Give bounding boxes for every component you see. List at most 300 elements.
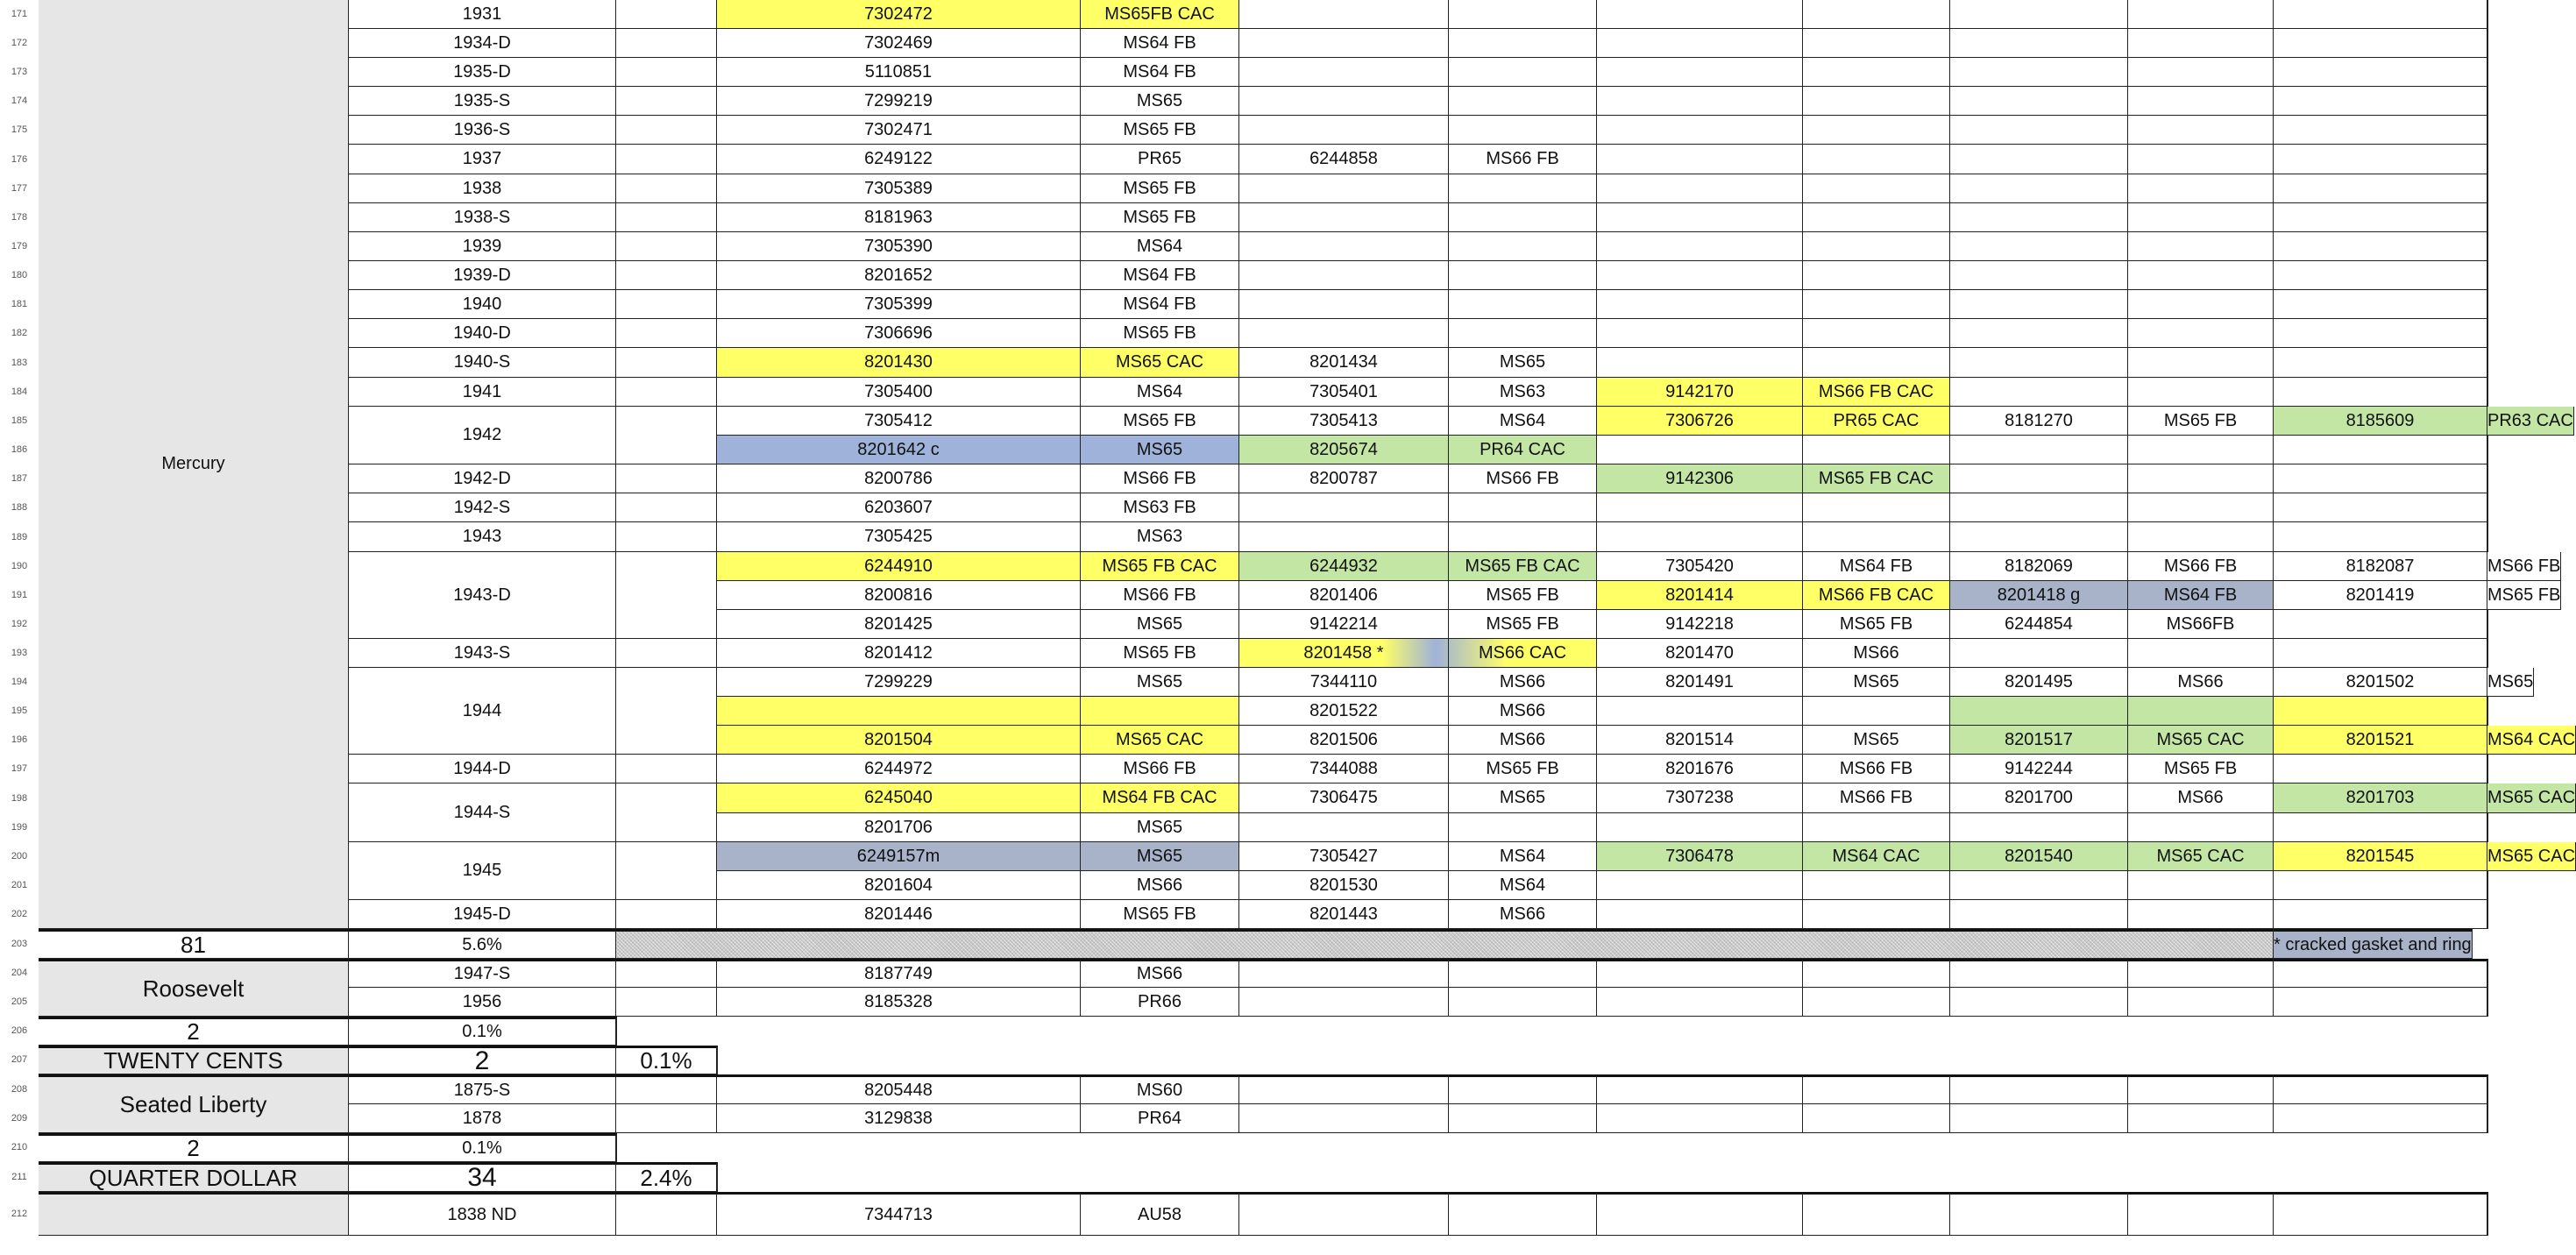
grade-cell[interactable]: MS65 FB [1449, 581, 1597, 610]
empty-cell[interactable] [1803, 436, 1950, 464]
empty-cell[interactable] [1597, 290, 1803, 319]
empty-cell[interactable] [2487, 290, 2488, 319]
grade-cell[interactable]: MS66 FB [2487, 552, 2561, 581]
grade-cell[interactable]: MS65 FB [1081, 174, 1239, 203]
grade-cell[interactable]: MS65 CAC [2487, 842, 2576, 871]
empty-cell[interactable] [1449, 116, 1597, 145]
empty-cell[interactable] [1950, 959, 2128, 988]
cert-number[interactable]: 7305413 [1239, 407, 1449, 436]
grade-cell[interactable]: MS66 FB [1449, 145, 1597, 174]
grade-cell[interactable]: MS65 CAC [1081, 726, 1239, 755]
empty-cell[interactable] [1950, 378, 2128, 407]
empty-cell[interactable] [2274, 900, 2487, 929]
cert-number[interactable]: 8201419 [2274, 581, 2487, 610]
empty-cell[interactable] [2128, 0, 2274, 29]
grade-cell[interactable]: MS64 [1081, 378, 1239, 407]
cert-number[interactable]: 8201470 [1597, 639, 1803, 668]
empty-cell[interactable] [1597, 813, 1803, 842]
empty-cell[interactable] [1803, 145, 1950, 174]
empty-cell[interactable] [1239, 493, 1449, 522]
row-number[interactable]: 183 [11, 358, 28, 368]
row-number[interactable]: 192 [11, 619, 28, 629]
row-number[interactable]: 178 [11, 212, 28, 223]
empty-cell[interactable] [2487, 1104, 2488, 1133]
row-number[interactable]: 191 [11, 590, 28, 600]
row-number[interactable]: 212 [11, 1209, 28, 1219]
series-percent[interactable]: 0.1% [349, 1133, 616, 1162]
empty-cell[interactable] [616, 58, 717, 87]
year-cell[interactable]: 1945-D [349, 900, 616, 929]
row-number[interactable]: 193 [11, 648, 28, 658]
empty-cell[interactable] [1950, 464, 2128, 493]
empty-cell[interactable] [2128, 174, 2274, 203]
cert-number[interactable]: 8200786 [717, 464, 1081, 493]
year-cell[interactable]: 1936-S [349, 116, 616, 145]
empty-cell[interactable] [1597, 203, 1803, 232]
row-number[interactable]: 203 [11, 939, 28, 949]
grade-cell[interactable]: PR65 CAC [1803, 407, 1950, 436]
empty-cell[interactable] [1449, 174, 1597, 203]
row-number[interactable]: 189 [11, 532, 28, 542]
grade-cell[interactable]: MS64 FB CAC [1081, 783, 1239, 813]
empty-cell[interactable] [1597, 261, 1803, 290]
empty-cell[interactable] [616, 493, 717, 522]
cert-number[interactable]: 8201491 [1597, 668, 1803, 697]
empty-cell[interactable] [2274, 1192, 2487, 1236]
empty-cell[interactable] [616, 1104, 717, 1133]
empty-cell[interactable] [1597, 29, 1803, 58]
empty-cell[interactable] [1239, 1104, 1449, 1133]
empty-cell[interactable] [1449, 58, 1597, 87]
empty-cell[interactable] [2128, 1074, 2274, 1104]
cert-number[interactable]: 7305420 [1597, 552, 1803, 581]
empty-cell[interactable] [1950, 290, 2128, 319]
empty-cell[interactable] [1597, 87, 1803, 116]
row-number[interactable]: 185 [11, 415, 28, 426]
empty-cell[interactable] [2128, 493, 2274, 522]
empty-cell[interactable] [1803, 348, 1950, 378]
grade-cell[interactable]: MS65 CAC [1081, 348, 1239, 378]
row-number[interactable]: 201 [11, 880, 28, 890]
empty-cell[interactable] [2487, 988, 2488, 1017]
cert-number[interactable]: 8200787 [1239, 464, 1449, 493]
grade-cell[interactable]: PR64 [1081, 1104, 1239, 1133]
grade-cell[interactable]: MS63 [1449, 378, 1597, 407]
empty-cell[interactable] [2487, 29, 2488, 58]
empty-cell[interactable] [1597, 988, 1803, 1017]
row-number[interactable]: 184 [11, 386, 28, 397]
cert-number[interactable]: 8201458 * [1239, 639, 1449, 668]
empty-cell[interactable] [2487, 959, 2488, 988]
grade-cell[interactable]: MS65 CAC [2487, 783, 2576, 813]
empty-cell[interactable] [1950, 232, 2128, 261]
empty-cell[interactable] [1239, 29, 1449, 58]
cert-number[interactable]: 8201414 [1597, 581, 1803, 610]
cert-number[interactable]: 7306478 [1597, 842, 1803, 871]
empty-cell[interactable] [1597, 522, 1803, 552]
empty-cell[interactable] [2274, 1074, 2487, 1104]
empty-cell[interactable] [1803, 988, 1950, 1017]
denomination-count[interactable]: 2 [349, 1046, 616, 1074]
grade-cell[interactable]: MS65 FB [1081, 407, 1239, 436]
empty-cell[interactable] [2128, 58, 2274, 87]
empty-cell[interactable] [2274, 610, 2487, 639]
year-cell[interactable]: 1942-D [349, 464, 616, 493]
empty-cell[interactable] [1803, 1104, 1950, 1133]
cert-number[interactable]: 6203607 [717, 493, 1081, 522]
empty-cell[interactable] [1449, 0, 1597, 29]
empty-cell[interactable] [1803, 87, 1950, 116]
year-cell[interactable]: 1941 [349, 378, 616, 407]
empty-cell[interactable] [1239, 261, 1449, 290]
empty-cell[interactable] [1081, 697, 1239, 726]
empty-cell[interactable] [616, 145, 717, 174]
empty-cell[interactable] [1239, 522, 1449, 552]
empty-cell[interactable] [1449, 988, 1597, 1017]
grade-cell[interactable]: MS66 [1081, 959, 1239, 988]
grade-cell[interactable]: PR64 CAC [1449, 436, 1597, 464]
cert-number[interactable]: 8205448 [717, 1074, 1081, 1104]
grade-cell[interactable]: MS65 FB CAC [1803, 464, 1950, 493]
grade-cell[interactable]: MS64 CAC [1803, 842, 1950, 871]
cert-number[interactable]: 8201706 [717, 813, 1081, 842]
empty-cell[interactable] [2274, 290, 2487, 319]
empty-cell[interactable] [1597, 436, 1803, 464]
grade-cell[interactable]: MS66 CAC [1449, 639, 1597, 668]
empty-cell[interactable] [616, 464, 717, 493]
cert-number[interactable]: 9142218 [1597, 610, 1803, 639]
empty-cell[interactable] [1449, 1074, 1597, 1104]
empty-cell[interactable] [2128, 1104, 2274, 1133]
row-number[interactable]: 196 [11, 734, 28, 745]
year-cell[interactable]: 1934-D [349, 29, 616, 58]
empty-cell[interactable] [616, 522, 717, 552]
cert-number[interactable]: 8201406 [1239, 581, 1449, 610]
cert-number[interactable]: 8201545 [2274, 842, 2487, 871]
year-cell[interactable]: 1940 [349, 290, 616, 319]
grade-cell[interactable]: MS65 FB [1449, 610, 1597, 639]
cert-number[interactable]: 7344110 [1239, 668, 1449, 697]
empty-cell[interactable] [2487, 493, 2488, 522]
empty-cell[interactable] [2128, 813, 2274, 842]
year-cell[interactable]: 1942-S [349, 493, 616, 522]
empty-cell[interactable] [2274, 232, 2487, 261]
empty-cell[interactable] [2274, 0, 2487, 29]
empty-cell[interactable] [1950, 261, 2128, 290]
empty-cell[interactable] [2128, 145, 2274, 174]
empty-cell[interactable] [1239, 203, 1449, 232]
empty-cell[interactable] [1239, 1192, 1449, 1236]
cert-number[interactable]: 8201434 [1239, 348, 1449, 378]
empty-cell[interactable] [1950, 174, 2128, 203]
row-number[interactable]: 199 [11, 822, 28, 833]
cert-number[interactable]: 7305401 [1239, 378, 1449, 407]
cert-number[interactable]: 8201604 [717, 871, 1081, 900]
empty-cell[interactable] [2487, 378, 2488, 407]
empty-cell[interactable] [616, 900, 717, 929]
cert-number[interactable]: 6244972 [717, 755, 1081, 783]
cert-number[interactable]: 8185328 [717, 988, 1081, 1017]
empty-cell[interactable] [1239, 290, 1449, 319]
cert-number[interactable]: 7305412 [717, 407, 1081, 436]
cert-number[interactable]: 8201418 g [1950, 581, 2128, 610]
row-number[interactable]: 202 [11, 909, 28, 919]
denomination-label[interactable]: QUARTER DOLLAR [39, 1162, 349, 1192]
empty-cell[interactable] [39, 1192, 349, 1236]
empty-cell[interactable] [616, 959, 717, 988]
grade-cell[interactable]: MS65 FB [1803, 610, 1950, 639]
empty-cell[interactable] [1803, 174, 1950, 203]
series-count[interactable]: 2 [39, 1133, 349, 1162]
grade-cell[interactable]: MS65 FB [1081, 319, 1239, 348]
empty-cell[interactable] [1239, 1074, 1449, 1104]
grade-cell[interactable]: MS65 [1449, 783, 1597, 813]
empty-cell[interactable] [2487, 319, 2488, 348]
grade-cell[interactable]: MS65 CAC [2128, 726, 2274, 755]
grade-cell[interactable]: MS63 FB [1081, 493, 1239, 522]
empty-cell[interactable] [1597, 319, 1803, 348]
empty-cell[interactable] [2487, 697, 2488, 726]
grade-cell[interactable]: MS64 FB [1081, 58, 1239, 87]
cert-number[interactable]: 8201521 [2274, 726, 2487, 755]
year-cell[interactable]: 1944-D [349, 755, 616, 783]
grade-cell[interactable]: MS64 [1449, 871, 1597, 900]
empty-cell[interactable] [1950, 871, 2128, 900]
empty-cell[interactable] [2274, 697, 2487, 726]
grade-cell[interactable]: MS64 FB [1803, 552, 1950, 581]
empty-cell[interactable] [2274, 261, 2487, 290]
grade-cell[interactable]: MS65 CAC [2128, 842, 2274, 871]
grade-cell[interactable]: MS63 [1081, 522, 1239, 552]
empty-cell[interactable] [1449, 261, 1597, 290]
series-percent[interactable]: 0.1% [349, 1017, 616, 1046]
cert-number[interactable]: 7302469 [717, 29, 1081, 58]
empty-cell[interactable] [2487, 871, 2488, 900]
row-number[interactable]: 190 [11, 561, 28, 571]
row-number[interactable]: 198 [11, 793, 28, 804]
empty-cell[interactable] [2128, 319, 2274, 348]
row-number[interactable]: 195 [11, 705, 28, 716]
empty-cell[interactable] [1803, 871, 1950, 900]
empty-cell[interactable] [1803, 522, 1950, 552]
empty-cell[interactable] [2487, 0, 2488, 29]
cert-number[interactable]: 9142170 [1597, 378, 1803, 407]
year-cell[interactable]: 1875-S [349, 1074, 616, 1104]
empty-cell[interactable] [2274, 116, 2487, 145]
empty-cell[interactable] [1803, 900, 1950, 929]
empty-cell[interactable] [616, 348, 717, 378]
cert-number[interactable]: 7299229 [717, 668, 1081, 697]
empty-cell[interactable] [1803, 232, 1950, 261]
empty-cell[interactable] [717, 697, 1081, 726]
empty-cell[interactable] [1239, 174, 1449, 203]
empty-cell[interactable] [1950, 145, 2128, 174]
empty-cell[interactable] [616, 203, 717, 232]
cert-number[interactable]: 6245040 [717, 783, 1081, 813]
empty-cell[interactable] [1950, 813, 2128, 842]
empty-cell[interactable] [1597, 0, 1803, 29]
denomination-percent[interactable]: 2.4% [616, 1162, 717, 1192]
empty-cell[interactable] [2274, 639, 2487, 668]
grade-cell[interactable]: MS65 [1803, 668, 1950, 697]
empty-cell[interactable] [2274, 174, 2487, 203]
grade-cell[interactable]: MS66 [1449, 697, 1597, 726]
empty-cell[interactable] [1597, 116, 1803, 145]
grade-cell[interactable]: MS66 [1449, 900, 1597, 929]
row-number[interactable]: 175 [11, 124, 28, 135]
cert-number[interactable]: 8201412 [717, 639, 1081, 668]
grade-cell[interactable]: MS66FB [2128, 610, 2274, 639]
grade-cell[interactable]: PR66 [1081, 988, 1239, 1017]
empty-cell[interactable] [1239, 232, 1449, 261]
grade-cell[interactable]: MS65 [1081, 813, 1239, 842]
grade-cell[interactable]: MS65 FB [1449, 755, 1597, 783]
empty-cell[interactable] [2128, 378, 2274, 407]
empty-cell[interactable] [2274, 87, 2487, 116]
empty-cell[interactable] [616, 639, 717, 668]
empty-cell[interactable] [1239, 988, 1449, 1017]
grade-cell[interactable]: MS64 FB [2128, 581, 2274, 610]
empty-cell[interactable] [1239, 87, 1449, 116]
cert-number[interactable]: 8181963 [717, 203, 1081, 232]
empty-cell[interactable] [1449, 29, 1597, 58]
grade-cell[interactable]: MS65 FB [1081, 900, 1239, 929]
cert-number[interactable]: 7307238 [1597, 783, 1803, 813]
cert-number[interactable]: 8187749 [717, 959, 1081, 988]
cert-number[interactable]: 8201502 [2274, 668, 2487, 697]
empty-cell[interactable] [2274, 813, 2487, 842]
row-number[interactable]: 181 [11, 299, 28, 309]
empty-cell[interactable] [1449, 319, 1597, 348]
empty-cell[interactable] [2274, 755, 2487, 783]
empty-cell[interactable] [1803, 813, 1950, 842]
cert-number[interactable]: 8201652 [717, 261, 1081, 290]
empty-cell[interactable] [2128, 290, 2274, 319]
empty-cell[interactable] [1950, 87, 2128, 116]
empty-cell[interactable] [616, 842, 717, 900]
hatched-filler[interactable] [616, 1017, 617, 1046]
empty-cell[interactable] [1597, 174, 1803, 203]
row-number[interactable]: 194 [11, 677, 28, 687]
grade-cell[interactable]: MS64 [1449, 407, 1597, 436]
empty-cell[interactable] [1803, 319, 1950, 348]
cert-number[interactable]: 8201530 [1239, 871, 1449, 900]
empty-cell[interactable] [616, 552, 717, 639]
empty-cell[interactable] [616, 1192, 717, 1236]
grade-cell[interactable]: PR65 [1081, 145, 1239, 174]
cert-number[interactable]: 6244932 [1239, 552, 1449, 581]
grade-cell[interactable]: MS65 FB [1081, 203, 1239, 232]
row-number[interactable]: 187 [11, 473, 28, 484]
empty-cell[interactable] [2487, 522, 2488, 552]
empty-cell[interactable] [2128, 959, 2274, 988]
empty-cell[interactable] [1950, 29, 2128, 58]
empty-cell[interactable] [1950, 116, 2128, 145]
grade-cell[interactable]: MS64 CAC [2487, 726, 2576, 755]
empty-cell[interactable] [2128, 871, 2274, 900]
year-cell[interactable]: 1878 [349, 1104, 616, 1133]
empty-cell[interactable] [1449, 232, 1597, 261]
empty-cell[interactable] [1239, 116, 1449, 145]
cert-number[interactable]: 7305400 [717, 378, 1081, 407]
empty-cell[interactable] [1449, 493, 1597, 522]
cert-number[interactable]: 8201430 [717, 348, 1081, 378]
empty-cell[interactable] [2487, 145, 2488, 174]
empty-cell[interactable] [2487, 813, 2488, 842]
grade-cell[interactable]: MS64 [1449, 842, 1597, 871]
cert-number[interactable]: 8201522 [1239, 697, 1449, 726]
grade-cell[interactable]: MS66 [1449, 726, 1597, 755]
row-number[interactable]: 186 [11, 444, 28, 455]
grade-cell[interactable]: MS66 FB CAC [1803, 378, 1950, 407]
empty-cell[interactable] [1803, 1192, 1950, 1236]
grade-cell[interactable]: MS64 [1081, 232, 1239, 261]
year-cell[interactable]: 1940-D [349, 319, 616, 348]
cert-number[interactable]: 8201517 [1950, 726, 2128, 755]
cert-number[interactable]: 8181270 [1950, 407, 2128, 436]
empty-cell[interactable] [2487, 1074, 2488, 1104]
empty-cell[interactable] [2487, 755, 2488, 783]
empty-cell[interactable] [2128, 697, 2274, 726]
empty-cell[interactable] [2487, 1192, 2488, 1236]
grade-cell[interactable]: MS65 FB [2487, 581, 2561, 610]
empty-cell[interactable] [1950, 58, 2128, 87]
empty-cell[interactable] [2487, 639, 2488, 668]
grade-cell[interactable]: PR63 CAC [2487, 407, 2574, 436]
row-number[interactable]: 208 [11, 1084, 28, 1095]
cert-number[interactable]: 8201642 c [717, 436, 1081, 464]
empty-cell[interactable] [1449, 522, 1597, 552]
grade-cell[interactable]: MS65 FB [1081, 639, 1239, 668]
row-number[interactable]: 172 [11, 38, 28, 48]
row-number[interactable]: 207 [11, 1054, 28, 1065]
empty-cell[interactable] [2128, 87, 2274, 116]
cert-number[interactable]: 8201425 [717, 610, 1081, 639]
row-number[interactable]: 197 [11, 763, 28, 774]
empty-cell[interactable] [2487, 348, 2488, 378]
empty-cell[interactable] [2128, 203, 2274, 232]
empty-cell[interactable] [2274, 522, 2487, 552]
empty-cell[interactable] [1449, 813, 1597, 842]
year-cell[interactable]: 1935-D [349, 58, 616, 87]
cert-number[interactable]: 8201495 [1950, 668, 2128, 697]
empty-cell[interactable] [1597, 1074, 1803, 1104]
empty-cell[interactable] [1597, 697, 1803, 726]
empty-cell[interactable] [2487, 87, 2488, 116]
empty-cell[interactable] [1803, 203, 1950, 232]
empty-cell[interactable] [2487, 436, 2488, 464]
empty-cell[interactable] [1950, 436, 2128, 464]
empty-cell[interactable] [2487, 610, 2488, 639]
empty-cell[interactable] [2128, 29, 2274, 58]
row-number[interactable]: 211 [11, 1172, 27, 1182]
series-label-mercury[interactable]: Mercury [39, 0, 349, 929]
grade-cell[interactable]: AU58 [1081, 1192, 1239, 1236]
empty-cell[interactable] [1950, 697, 2128, 726]
empty-cell[interactable] [1950, 522, 2128, 552]
cert-number[interactable]: 5110851 [717, 58, 1081, 87]
empty-cell[interactable] [616, 0, 717, 29]
row-number[interactable]: 177 [11, 183, 28, 194]
empty-cell[interactable] [1803, 493, 1950, 522]
empty-cell[interactable] [2274, 348, 2487, 378]
grade-cell[interactable]: MS66 FB [1803, 783, 1950, 813]
empty-cell[interactable] [2128, 1192, 2274, 1236]
year-cell[interactable]: 1944-S [349, 783, 616, 842]
empty-cell[interactable] [616, 29, 717, 58]
year-cell[interactable]: 1947-S [349, 959, 616, 988]
cert-number[interactable]: 8201504 [717, 726, 1081, 755]
